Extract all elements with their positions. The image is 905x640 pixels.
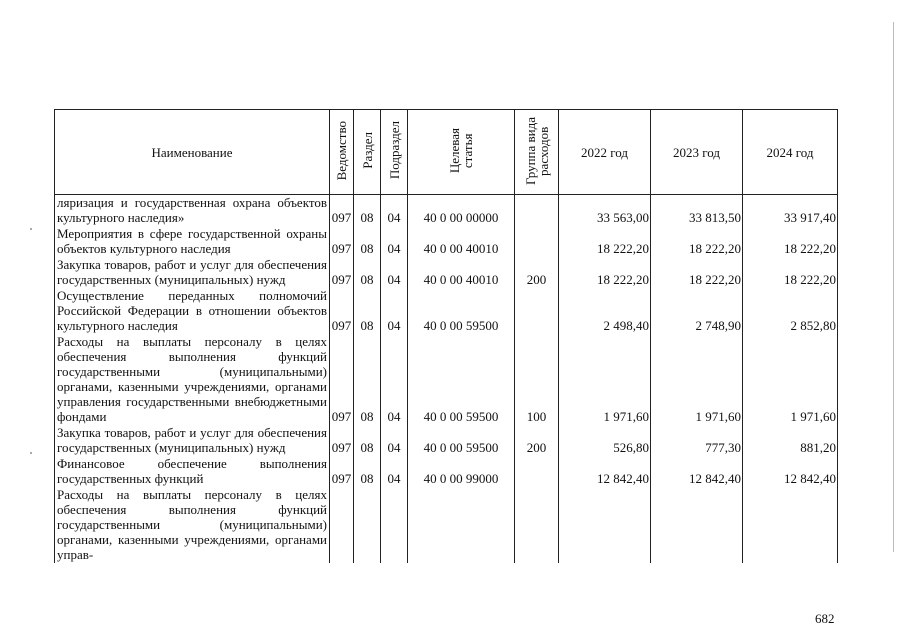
table-row bbox=[55, 288, 838, 334]
scan-mark bbox=[30, 228, 32, 230]
row-value-2022: 2 498,40 bbox=[559, 288, 651, 334]
row-value-2023: 18 222,20 bbox=[651, 257, 743, 288]
row-vid-rashodov: 100 bbox=[515, 334, 559, 425]
row-vedomstvo: 097 bbox=[330, 334, 354, 425]
table-row bbox=[55, 257, 838, 288]
row-value-2024: 18 222,20 bbox=[743, 257, 838, 288]
row-name: Финансовое обеспечение выполнения государственных функций bbox=[55, 456, 330, 487]
row-value-2023: 1 971,60 bbox=[651, 334, 743, 425]
row-vedomstvo: 097 bbox=[330, 195, 354, 227]
row-podrazdel: 04 bbox=[381, 226, 408, 257]
row-podrazdel bbox=[381, 487, 408, 563]
header-vedomstvo: Ведомство bbox=[330, 110, 354, 195]
row-value-2022: 1 971,60 bbox=[559, 334, 651, 425]
row-value-2022: 18 222,20 bbox=[559, 226, 651, 257]
row-razdel: 08 bbox=[354, 456, 381, 487]
row-value-2022 bbox=[559, 487, 651, 563]
row-celevaya-statya: 40 0 00 99000 bbox=[408, 456, 515, 487]
row-value-2023: 12 842,40 bbox=[651, 456, 743, 487]
row-celevaya-statya: 40 0 00 40010 bbox=[408, 226, 515, 257]
row-value-2024: 2 852,80 bbox=[743, 288, 838, 334]
header-2022: 2022 год bbox=[559, 110, 651, 195]
row-razdel bbox=[354, 487, 381, 563]
row-podrazdel: 04 bbox=[381, 425, 408, 456]
row-celevaya-statya: 40 0 00 00000 bbox=[408, 195, 515, 227]
row-value-2023: 777,30 bbox=[651, 425, 743, 456]
row-vedomstvo: 097 bbox=[330, 226, 354, 257]
row-name: ляризация и государственная охрана объектов культурного наследия» bbox=[55, 195, 330, 227]
row-name: Расходы на выплаты персоналу в целях обеспечения выполнения функций государственными (муниципальными) органами, казенными учреждениями, органами управ- bbox=[55, 487, 330, 563]
row-celevaya-statya: 40 0 00 40010 bbox=[408, 257, 515, 288]
row-razdel: 08 bbox=[354, 425, 381, 456]
scan-mark bbox=[30, 452, 32, 454]
row-vid-rashodov bbox=[515, 195, 559, 227]
row-vid-rashodov bbox=[515, 226, 559, 257]
row-celevaya-statya bbox=[408, 487, 515, 563]
row-podrazdel: 04 bbox=[381, 456, 408, 487]
row-value-2024: 33 917,40 bbox=[743, 195, 838, 227]
budget-table bbox=[54, 109, 838, 563]
row-value-2023 bbox=[651, 487, 743, 563]
row-vid-rashodov bbox=[515, 456, 559, 487]
row-razdel: 08 bbox=[354, 288, 381, 334]
row-value-2022: 12 842,40 bbox=[559, 456, 651, 487]
row-value-2024: 1 971,60 bbox=[743, 334, 838, 425]
header-2023: 2023 год bbox=[651, 110, 743, 195]
table-row bbox=[55, 456, 838, 487]
row-vedomstvo: 097 bbox=[330, 456, 354, 487]
row-celevaya-statya: 40 0 00 59500 bbox=[408, 334, 515, 425]
row-razdel: 08 bbox=[354, 226, 381, 257]
row-vedomstvo: 097 bbox=[330, 425, 354, 456]
table-row bbox=[55, 195, 838, 227]
row-value-2023: 18 222,20 bbox=[651, 226, 743, 257]
row-podrazdel: 04 bbox=[381, 288, 408, 334]
header-2024: 2024 год bbox=[743, 110, 838, 195]
table-row bbox=[55, 226, 838, 257]
table-header bbox=[55, 110, 838, 195]
row-value-2024: 881,20 bbox=[743, 425, 838, 456]
row-name: Осуществление переданных полномочий Российской Федерации в отношении объектов культурного наследия bbox=[55, 288, 330, 334]
header-razdel: Раздел bbox=[354, 110, 381, 195]
row-value-2024: 12 842,40 bbox=[743, 456, 838, 487]
row-razdel: 08 bbox=[354, 195, 381, 227]
row-name: Расходы на выплаты персоналу в целях обеспечения выполнения функций государственными (муниципальными) органами, казенными учреждениями, органами управления государственными внебюджетными фондами bbox=[55, 334, 330, 425]
row-vid-rashodov bbox=[515, 487, 559, 563]
table-row bbox=[55, 487, 838, 563]
row-value-2023: 33 813,50 bbox=[651, 195, 743, 227]
row-name: Закупка товаров, работ и услуг для обеспечения государственных (муниципальных) нужд bbox=[55, 257, 330, 288]
row-value-2022: 33 563,00 bbox=[559, 195, 651, 227]
row-value-2022: 526,80 bbox=[559, 425, 651, 456]
row-value-2024 bbox=[743, 487, 838, 563]
row-value-2023: 2 748,90 bbox=[651, 288, 743, 334]
header-celevaya-statya: Целевая статья bbox=[408, 110, 515, 195]
row-vedomstvo bbox=[330, 487, 354, 563]
row-celevaya-statya: 40 0 00 59500 bbox=[408, 425, 515, 456]
row-podrazdel: 04 bbox=[381, 195, 408, 227]
header-podrazdel: Подраздел bbox=[381, 110, 408, 195]
row-name: Мероприятия в сфере государственной охраны объектов культурного наследия bbox=[55, 226, 330, 257]
row-podrazdel: 04 bbox=[381, 257, 408, 288]
table-row bbox=[55, 334, 838, 425]
row-razdel: 08 bbox=[354, 257, 381, 288]
page-number: 682 bbox=[815, 611, 835, 626]
row-name: Закупка товаров, работ и услуг для обеспечения государственных (муниципальных) нужд bbox=[55, 425, 330, 456]
table-row bbox=[55, 425, 838, 456]
row-vid-rashodov: 200 bbox=[515, 425, 559, 456]
row-vedomstvo: 097 bbox=[330, 288, 354, 334]
row-vid-rashodov bbox=[515, 288, 559, 334]
page-edge-line bbox=[893, 22, 894, 552]
row-podrazdel: 04 bbox=[381, 334, 408, 425]
row-value-2022: 18 222,20 bbox=[559, 257, 651, 288]
header-gruppa-vida-rashodov: Группа вида расходов bbox=[515, 110, 559, 195]
row-vid-rashodov: 200 bbox=[515, 257, 559, 288]
row-vedomstvo: 097 bbox=[330, 257, 354, 288]
row-value-2024: 18 222,20 bbox=[743, 226, 838, 257]
row-celevaya-statya: 40 0 00 59500 bbox=[408, 288, 515, 334]
header-name: Наименование bbox=[55, 110, 330, 195]
row-razdel: 08 bbox=[354, 334, 381, 425]
